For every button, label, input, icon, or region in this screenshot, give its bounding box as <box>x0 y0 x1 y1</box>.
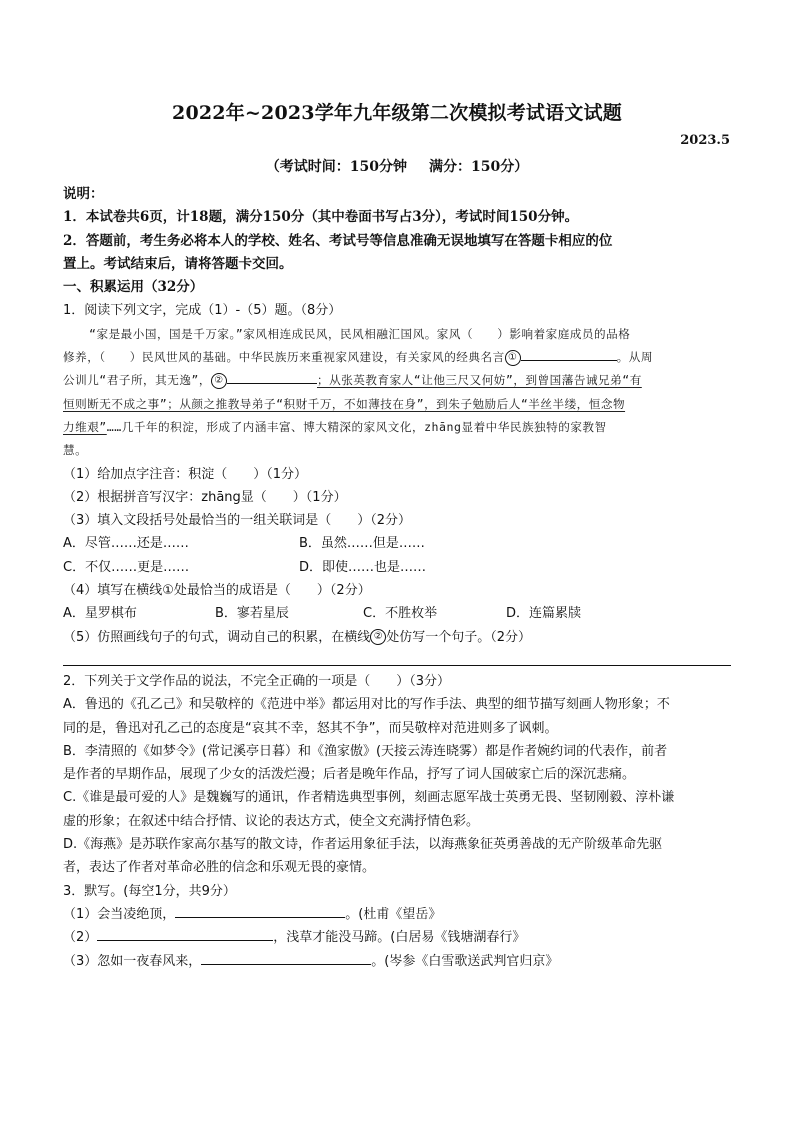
full-score: 满分：150分） <box>429 159 529 175</box>
passage-line-2b: 。从周 <box>616 350 653 365</box>
q3-item-2 <box>63 926 731 949</box>
q3-item-2-text-a: （2） <box>63 930 98 946</box>
q3-item-3-text-a: （3）忽如一夜春风来， <box>63 953 202 969</box>
q1-sub-5-text-b: 处仿写一个句子。（2分） <box>386 629 532 645</box>
q1-sub-4: （4）填写在横线①处最恰当的成语是（ ）（2分） <box>63 583 371 599</box>
circle-2-marker: ② <box>211 373 227 389</box>
passage-line-1: “家是最小国，国是千万家。”家风相连成民风，民风相融汇国风。家风（ ）影响着家庭成员的品格 <box>89 326 631 341</box>
q2-stem: 2．下列关于文学作品的说法，不完全正确的一项是（ ）（3分） <box>63 673 451 689</box>
option-d[interactable]: D．连篇累牍 <box>506 606 582 622</box>
q3-blank-3[interactable] <box>201 950 371 965</box>
q1-sub-5 <box>63 626 731 649</box>
q1-stem: 1．阅读下列文字，完成（1）-（5）题。（8分） <box>63 303 342 319</box>
q2-option-a-line-1: A．鲁迅的《孔乙己》和吴敬梓的《范进中举》都运用对比的写作手法、典型的细节描写刻画人物形象；不 <box>63 697 670 713</box>
q1-sub-3: （3）填入文段括号处最恰当的一组关联词是（ ）（2分） <box>63 513 412 529</box>
passage-line-2a: 修养，（ ）民风世风的基础。中华民族历来重视家风建设，有关家风的经典名言 <box>63 350 505 365</box>
q3-item-3 <box>63 950 731 973</box>
q3-blank-2[interactable] <box>97 926 273 941</box>
option-b[interactable]: B．寥若星辰 <box>215 606 289 622</box>
q3-item-2-text-b: ，浅草才能没马蹄。(白居易《钱塘湖春行》 <box>273 930 526 946</box>
passage-line-6: 慧。 <box>63 443 88 458</box>
instruction-item-1: 1．本试卷共6页，计18题，满分150分（其中卷面书写占3分），考试时间150分钟。 <box>63 209 579 226</box>
section-1-heading: 一、积累运用（32分） <box>63 279 204 296</box>
passage-line-3a: 公训儿“君子所，其无逸”， <box>63 373 211 388</box>
option-c[interactable]: C．不胜枚举 <box>363 606 438 622</box>
q2-option-d-line-2: 者，表达了作者对革命必胜的信念和乐观无畏的豪情。 <box>63 860 376 876</box>
exam-time: （考试时间：150分钟 <box>265 159 407 175</box>
answer-line[interactable] <box>63 665 731 666</box>
exam-info <box>0 156 794 176</box>
blank-1[interactable] <box>521 346 617 361</box>
circle-1-marker: ① <box>505 350 521 366</box>
q1-sub-4-options <box>63 602 731 625</box>
q2-option-d-line-1: D.《海燕》是苏联作家高尔基写的散文诗，作者运用象征手法，以海燕象征英勇善战的无产阶级革命先驱 <box>63 837 663 853</box>
q3-item-1 <box>63 903 731 926</box>
instruction-item-2-line-1: 2．答题前，考生务必将本人的学校、姓名、考试号等信息准确无误地填写在答题卡相应的位 <box>63 232 613 249</box>
instruction-item-2-line-2: 置上。考试结束后，请将答题卡交回。 <box>63 255 293 272</box>
exam-content <box>63 183 731 973</box>
q3-stem: 3．默写。(每空1分，共9分） <box>63 883 236 899</box>
option-b[interactable]: B．虽然……但是…… <box>299 536 425 552</box>
passage-line-5b: ……几千年的积淀，形成了内涵丰富、博大精深的家风文化，zhāng显着中华民族独特的家教智 <box>106 419 607 434</box>
q3-item-1-text-b: 。(杜甫《望岳》 <box>345 906 442 922</box>
option-a[interactable]: A．尽管……还是…… <box>63 536 189 552</box>
q3-blank-1[interactable] <box>175 903 345 918</box>
q1-sub-2: （2）根据拼音写汉字：zhāng显（ ）（1分） <box>63 489 347 505</box>
passage-line-3b: ；从张英教育家人“让他三尺又何妨”，到曾国藩告诫兄弟“有 <box>317 373 642 388</box>
q1-passage <box>63 323 731 463</box>
q1-sub-5-text-a: （5）仿照画线句子的句式，调动自己的积累，在横线 <box>63 629 371 645</box>
exam-date: 2023.5 <box>680 133 730 148</box>
exam-title: 2022年~2023学年九年级第二次模拟考试语文试题 <box>172 102 622 124</box>
instructions-heading: 说明： <box>63 186 104 202</box>
q3-item-1-text-a: （1）会当凌绝顶， <box>63 906 176 922</box>
circle-2-marker: ② <box>370 629 386 645</box>
q2-option-a-line-2: 同的是，鲁迅对孔乙己的态度是“哀其不幸，怒其不争”，而吴敬梓对范进则多了讽刺。 <box>63 720 558 736</box>
option-d[interactable]: D．即使……也是…… <box>299 559 427 575</box>
q2-option-c-line-2: 虚的形象；在叙述中结合抒情、议论的表达方式，使全文充满抒情色彩。 <box>63 813 480 829</box>
option-a[interactable]: A．星罗棋布 <box>63 606 137 622</box>
passage-line-4: 恒则断无不成之事”；从颜之推教导弟子“积财千万，不如薄技在身”，到朱子勉励后人“半丝半缕，恒念物 <box>63 396 626 411</box>
q2-option-b-line-1: B．李清照的《如梦令》(常记溪亭日暮）和《渔家傲》(天接云涛连晓雾）都是作者婉约词的代表作，前者 <box>63 743 668 759</box>
q2-option-c-line-1: C.《谁是最可爱的人》是魏巍写的通讯，作者精选典型事例，刻画志愿军战士英勇无畏、坚韧刚毅、淳朴谦 <box>63 790 675 806</box>
q2-option-b-line-2: 是作者的早期作品，展现了少女的活泼烂漫；后者是晚年作品，抒写了词人国破家亡后的深沉悲痛。 <box>63 767 636 783</box>
passage-line-5a: 力维艰” <box>63 419 107 434</box>
q1-sub-3-options-row-2 <box>63 556 731 579</box>
option-c[interactable]: C．不仅……更是…… <box>63 559 190 575</box>
q1-sub-1: （1）给加点字注音：积淀（ ）（1分） <box>63 466 308 482</box>
blank-2[interactable] <box>227 369 317 384</box>
q1-sub-3-options-row-1 <box>63 532 731 555</box>
q3-item-3-text-b: 。(岑参《白雪歌送武判官归京》 <box>371 953 559 969</box>
